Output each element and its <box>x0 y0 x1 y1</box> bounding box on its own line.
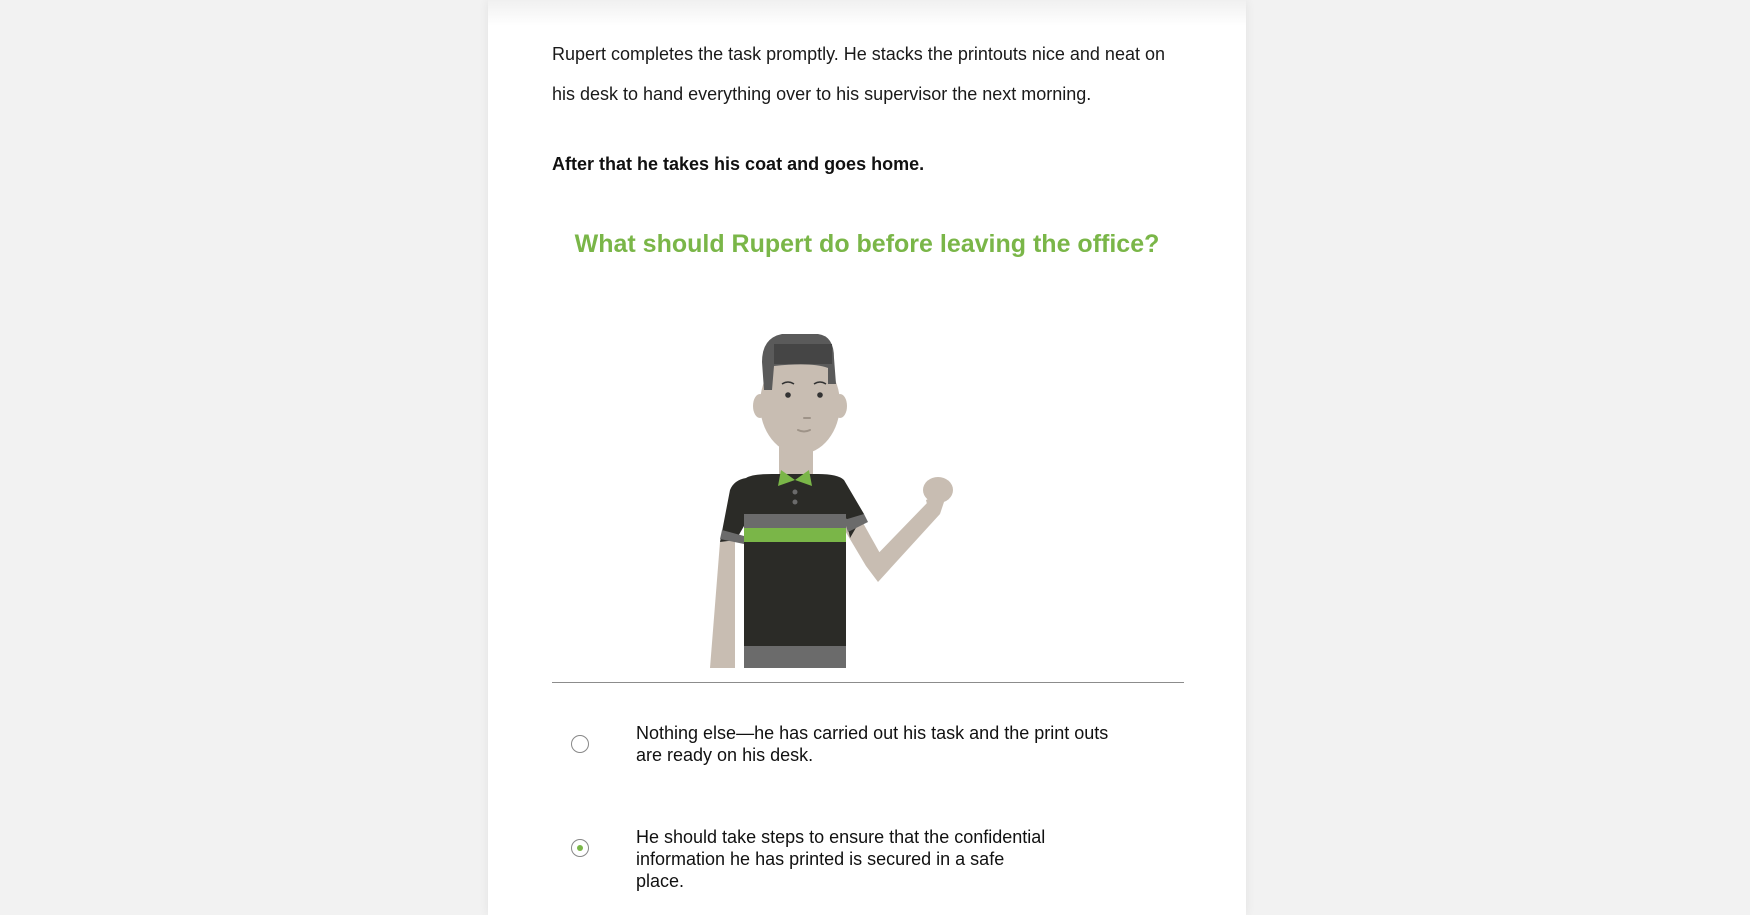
rupert-character-illustration <box>678 318 988 670</box>
answer-option-1-label[interactable]: Nothing else—he has carried out his task and the print outs are ready on his desk. <box>636 723 1109 765</box>
answer-option-2-label[interactable]: He should take steps to ensure that the confidential information he has printed is secured in a safe place. <box>636 827 1046 891</box>
divider <box>552 682 1184 683</box>
course-page <box>488 0 1246 915</box>
answer-option-2[interactable] <box>552 826 1192 891</box>
question-heading: What should Rupert do before leaving the office? <box>574 230 1160 258</box>
intro-text: Rupert completes the task promptly. He stacks the printouts nice and neat on his desk to hand everything over to his supervisor the next morning. <box>552 44 1165 104</box>
emphasis-text: After that he takes his coat and goes home. <box>552 154 925 174</box>
top-fade <box>488 0 1246 26</box>
answer-option-1[interactable] <box>552 722 1192 772</box>
radio-button-unselected[interactable] <box>571 735 589 753</box>
radio-button-selected[interactable] <box>571 839 589 857</box>
radio-selected-dot <box>577 845 583 851</box>
